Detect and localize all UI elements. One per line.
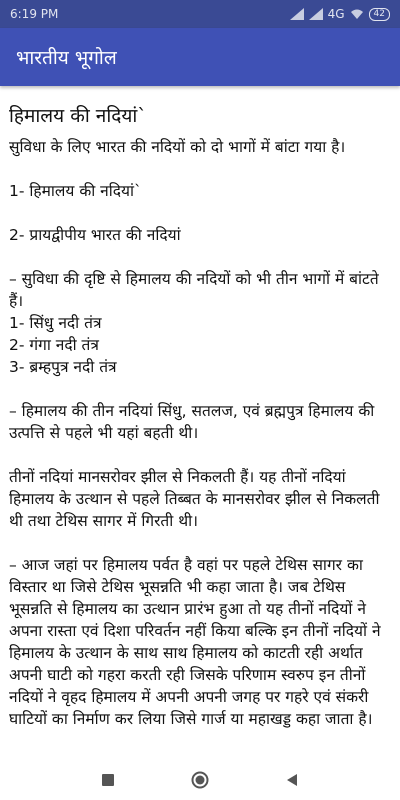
- status-time: 6:19 PM: [10, 7, 59, 21]
- status-indicators: [290, 7, 390, 21]
- signal-icon-2: [309, 8, 323, 20]
- battery-indicator: 42: [369, 8, 390, 21]
- recents-icon: [102, 774, 114, 786]
- status-bar: [0, 0, 400, 28]
- app-bar: [0, 28, 400, 86]
- network-type: 4G: [327, 7, 345, 21]
- wifi-icon: [350, 8, 364, 20]
- navigation-bar: [0, 760, 400, 800]
- home-button[interactable]: [190, 770, 210, 790]
- back-icon: [285, 773, 299, 787]
- app-title: भारतीय भूगोल: [16, 47, 117, 69]
- home-icon: [191, 771, 209, 789]
- recents-button[interactable]: [98, 770, 118, 790]
- back-button[interactable]: [282, 770, 302, 790]
- signal-icon: [290, 8, 304, 20]
- article-body: सुविधा के लिए भारत की नदियों को दो भागों में बांटा गया है। 1- हिमालय की नदियां` 2- प्रायद्वीपीय भारत की नदियां – सुविधा की दृष्टि से हिमालय की नदियों को भी तीन भागों में बांटते हैं। 1- सिंधु नदी तंत्र 2- गंगा नदी तंत्र 3- ब्रम्हपुत्र नदी तंत्र – हिमालय की तीन नदियां सिंधु, सतलज, एवं ब्रह्मपुत्र हिमालय की उत्पत्ति से पहले भी यहां बहती थी। तीनों नदियां मानसरोवर झील से निकलती हैं। यह तीनों नदियां हिमालय के उत्थान से पहले तिब्बत के मानसरोवर झील से निकलती थी तथा टेथिस सागर में गिरती थी। – आज जहां पर हिमालय पर्वत है वहां पर पहले टेथिस सागर का विस्तार था जिसे टेथिस भूसन्नति भी कहा जाता है। जब टेथिस भूसन्नति से हिमालय का उत्थान प्रारंभ हुआ तो यह तीनों नदियों ने अपना रास्ता एवं दिशा परिवर्तन नहीं किया बल्कि इन तीनों नदियों ने हिमालय के उत्थान के साथ साथ हिमालय को काटती रही अर्थात अपनी घाटी को गहरा करती रही जिसके परिणाम स्वरुप इन तीनों नदियों ने वृहद हिमालय में अपनी अपनी जगह पर गहरे एवं संकरी घाटियों का निर्माण कर लिया जिसे गार्ज या महाखड्ड कहा जाता है।: [9, 138, 381, 728]
- article-heading: हिमालय की नदियां`: [9, 105, 147, 127]
- article-content[interactable]: [0, 86, 400, 760]
